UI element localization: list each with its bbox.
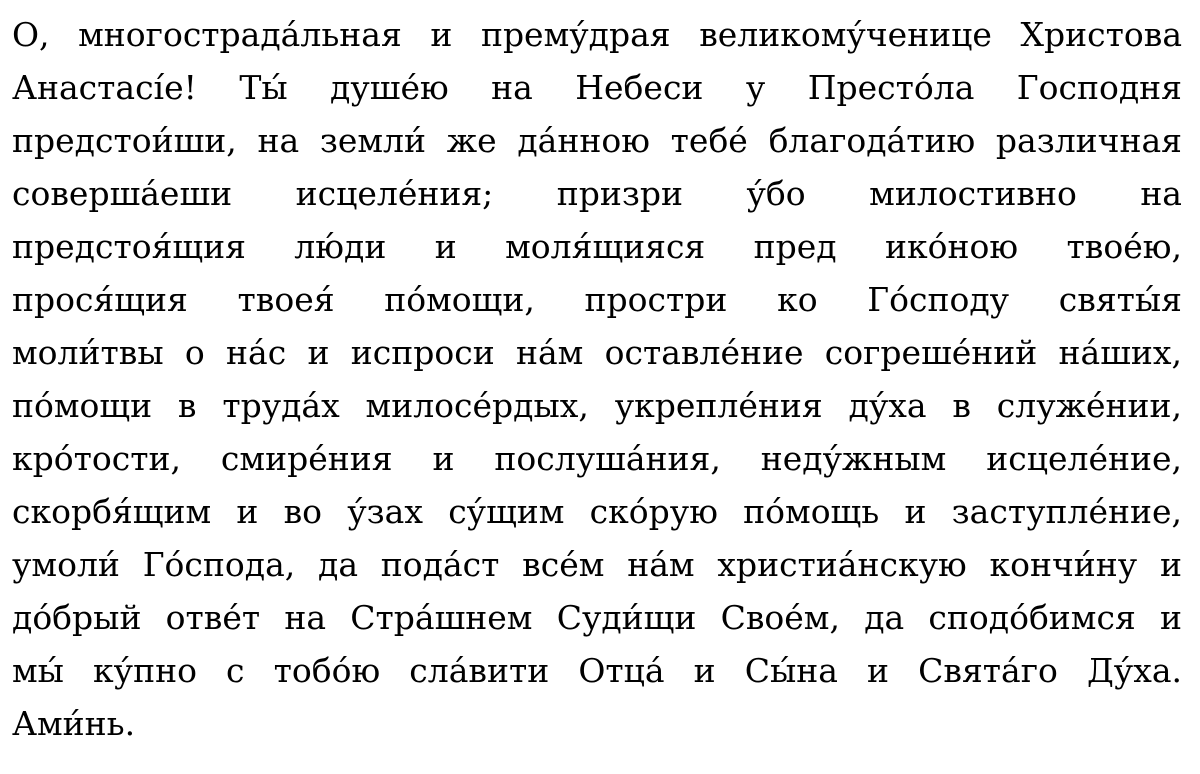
- prayer-line-9: кро́тости, смире́ния и послуша́ния, неду́жным исцеле́ние,: [12, 439, 1182, 478]
- prayer-line-6: прося́щия твоея́ по́мощи, простри ко Го́споду святы́я: [12, 280, 1182, 319]
- prayer-line-8: по́мощи в труда́х милосе́рдых, укрепле́ния ду́ха в служе́нии,: [12, 386, 1182, 425]
- prayer-line-7: моли́твы о на́с и испроси на́м оставле́ние согреше́ний на́ших,: [12, 333, 1182, 372]
- prayer-text: [12, 8, 1182, 750]
- prayer-line-5: предстоя́щия лю́ди и моля́щияся пред ико́ною твое́ю,: [12, 227, 1182, 266]
- prayer-line-13: мы́ ку́пно с тобо́ю сла́вити Отца́ и Сы́на и Свята́го Ду́ха.: [12, 651, 1182, 690]
- prayer-line-1: О, многострада́льная и прему́драя великому́ченице Христова: [12, 15, 1182, 54]
- prayer-line-10: скорбя́щим и во у́зах су́щим ско́рую по́мощь и заступле́ние,: [12, 492, 1182, 531]
- prayer-line-11: умоли́ Го́спода, да пода́ст все́м на́м христиа́нскую кончи́ну и: [12, 545, 1182, 584]
- prayer-line-12: до́брый отве́т на Стра́шнем Суди́щи Свое́м, да сподо́бимся и: [12, 598, 1182, 637]
- prayer-line-2: Анастасі́е! Ты́ душе́ю на Небеси у Престо́ла Господня: [12, 68, 1182, 107]
- prayer-line-14: Ами́нь.: [12, 704, 136, 743]
- prayer-line-3: предстои́ши, на земли́ же да́нною тебе́ благода́тию различная: [12, 121, 1182, 160]
- prayer-line-4: соверша́еши исцеле́ния; призри у́бо милостивно на: [12, 174, 1182, 213]
